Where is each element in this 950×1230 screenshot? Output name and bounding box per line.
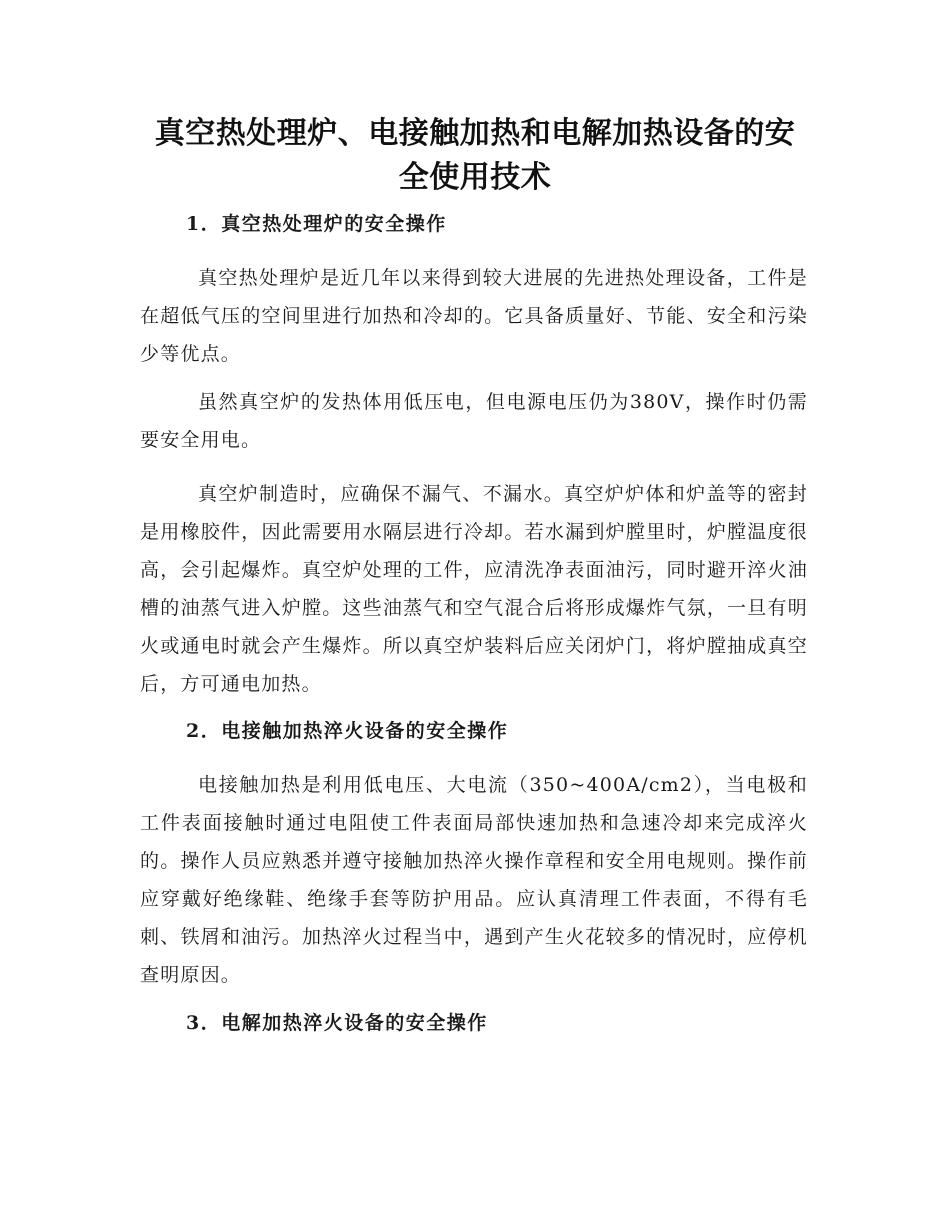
section-1-paragraph-2: 虽然真空炉的发热体用低压电，但电源电压仍为380V，操作时仍需要安全用电。 [140,391,808,451]
section-1-paragraph-3: 真空炉制造时，应确保不漏气、不漏水。真空炉炉体和炉盖等的密封是用橡胶件，因此需要用水隔层进行冷却。若水漏到炉膛里时，炉膛温度很高，会引起爆炸。真空炉处理的工件，应清洗净表面油污，同时避开淬火油槽的油蒸气进入炉膛。这些油蒸气和空气混合后将形成爆炸气氛，一旦有明火或通电时就会产生爆炸。所以真空炉装料后应关闭炉门，将炉膛抽成真空后，方可通电加热。 [140,483,808,695]
section-1-paragraph-1: 真空热处理炉是近几年以来得到较大进展的先进热处理设备，工件是在超低气压的空间里进行加热和冷却的。它具备质量好、节能、安全和污染少等优点。 [140,267,808,365]
section-heading-2: 2．电接触加热淬火设备的安全操作 [186,720,509,742]
document-title: 真空热处理炉、电接触加热和电解加热设备的安全使用技术 [154,116,796,195]
section-heading-1: 1．真空热处理炉的安全操作 [186,213,447,235]
section-heading-3: 3．电解加热淬火设备的安全操作 [186,1012,488,1034]
section-2-paragraph-1: 电接触加热是利用低电压、大电流（350~400A/cm2），当电极和工件表面接触时通过电阻使工件表面局部快速加热和急速冷却来完成淬火的。操作人员应熟悉并遵守接触加热淬火操作章程和安全用电规则。操作前应穿戴好绝缘鞋、绝缘手套等防护用品。应认真清理工件表面，不得有毛刺、铁屑和油污。加热淬火过程当中，遇到产生火花较多的情况时，应停机查明原因。 [140,774,808,986]
